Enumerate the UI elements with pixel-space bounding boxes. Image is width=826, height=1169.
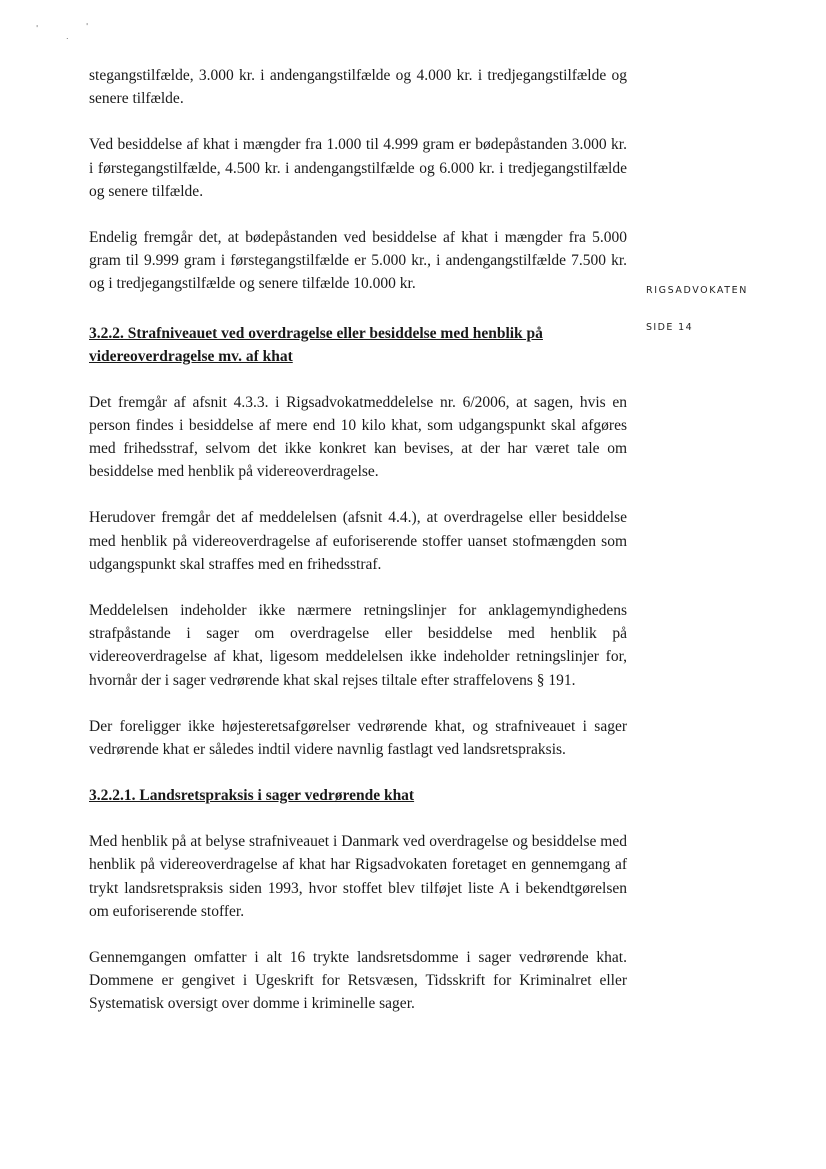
- paragraph: stegangstilfælde, 3.000 kr. i andengangstilfælde og 4.000 kr. i tredjegangstilfælde og senere tilfælde.: [89, 67, 627, 108]
- paragraph: Herudover fremgår det af meddelelsen (afsnit 4.4.), at overdragelse eller besiddelse med henblik på videreoverdragelse af euforiserende stoffer uanset stofmængden som udgangspunkt skal straffes med en frihedsstraf.: [89, 509, 627, 573]
- scan-mark: ': [86, 22, 89, 31]
- paragraph: Ved besiddelse af khat i mængder fra 1.000 til 4.999 gram er bødepåstanden 3.000 kr. i førstegangstilfælde, 4.500 kr. i andengangstilfælde og 6.000 kr. i tredjegangstilfælde og senere tilfælde.: [89, 136, 627, 200]
- paragraph: Endelig fremgår det, at bødepåstanden ved besiddelse af khat i mængder fra 5.000 gram til 9.999 gram i førstegangstilfælde er 5.000 kr., i andengangstilfælde 7.500 kr. og i tredjegangstilfælde og senere tilfælde 10.000 kr.: [89, 229, 627, 293]
- paragraph: Meddelelsen indeholder ikke nærmere retningslinjer for anklagemyndighedens strafpåstande i sager om overdragelse eller besiddelse med henblik på videreoverdragelse af khat, ligesom meddelelsen ikke indeholder retningslinjer for, hvornår der i sager vedrørende khat skal rejses tiltale efter straffelovens § 191.: [89, 602, 627, 689]
- section-heading-3-2-2-1: 3.2.2.1. Landsretspraksis i sager vedrørende khat: [89, 787, 415, 805]
- document-body: [89, 64, 627, 1016]
- sidebar-brand: RIGSADVOKATEN: [646, 285, 748, 296]
- page-number: SIDE 14: [646, 322, 694, 333]
- scan-mark: .: [66, 32, 69, 41]
- paragraph: Det fremgår af afsnit 4.3.3. i Rigsadvokatmeddelelse nr. 6/2006, at sagen, hvis en person findes i besiddelse af mere end 10 kilo khat, som udgangspunkt skal afgøres med frihedsstraf, selvom det ikke konkret kan bevises, at der har været tale om besiddelse med henblik på videreoverdragelse.: [89, 393, 627, 481]
- paragraph: Der foreligger ikke højesteretsafgørelser vedrørende khat, og strafniveauet i sager vedrørende khat er således indtil videre navnlig fastlagt ved landsretspraksis.: [89, 717, 627, 759]
- paragraph: Med henblik på at belyse strafniveauet i Danmark ved overdragelse og besiddelse med henblik på videreoverdragelse af khat har Rigsadvokaten foretaget en gennemgang af trykt landsretspraksis siden 1993, hvor stoffet blev tilføjet liste A i bekendtgørelsen om euforiserende stoffer.: [89, 833, 627, 920]
- paragraph: Gennemgangen omfatter i alt 16 trykte landsretsdomme i sager vedrørende khat. Dommene er gengivet i Ugeskrift for Retsvæsen, Tidsskrift for Kriminalret eller Systematisk oversigt over domme i kriminelle sager.: [89, 949, 627, 1013]
- section-heading-3-2-2: 3.2.2. Strafniveauet ved overdragelse eller besiddelse med henblik på videreoverdragelse mv. af khat: [89, 324, 543, 365]
- scan-mark: ': [36, 24, 39, 33]
